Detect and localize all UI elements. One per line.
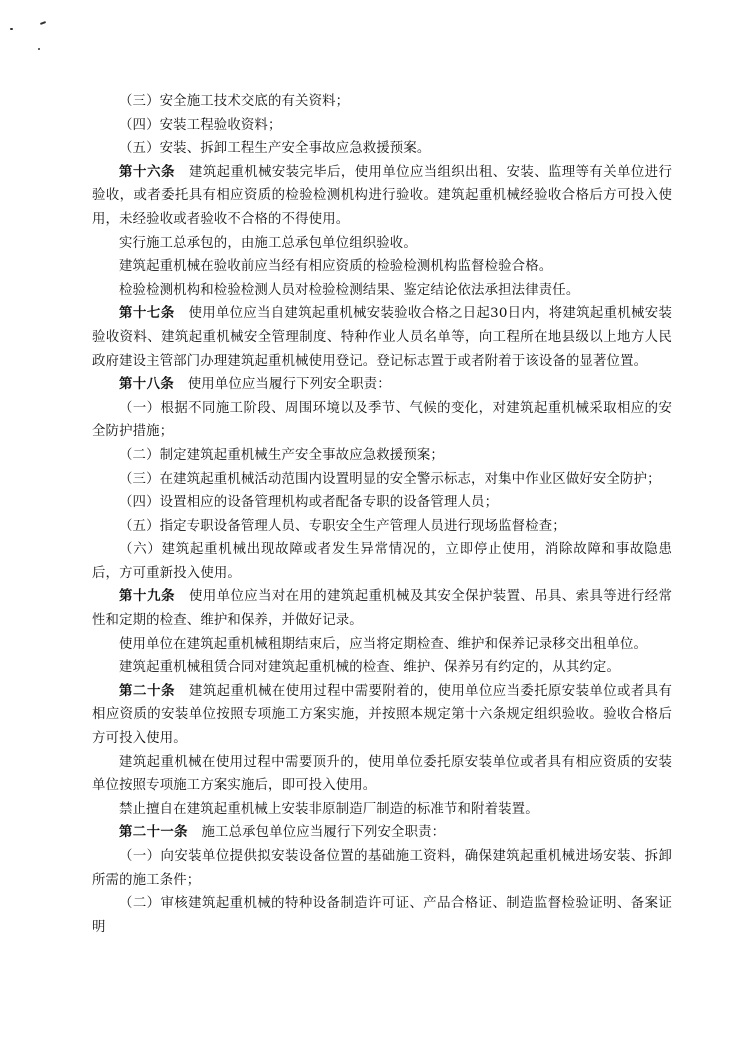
paragraph-p21 [92, 798, 672, 822]
paragraph-text: 施工总承包单位应当履行下列安全职责： [187, 825, 446, 841]
paragraph-p2 [92, 114, 672, 138]
paragraph-text: 建筑起重机械租赁合同对建筑起重机械的检查、维护、保养另有约定的，从其约定。 [119, 660, 621, 676]
paragraph-p14 [92, 515, 672, 539]
scan-speck [38, 48, 40, 50]
paragraph-text: 实行施工总承包的，由施工总承包单位组织验收。 [119, 235, 417, 251]
paragraph-p15 [92, 538, 672, 585]
paragraph-p10 [92, 397, 672, 444]
paragraph-p11 [92, 444, 672, 468]
paragraph-p22 [92, 821, 672, 845]
paragraph-p18 [92, 656, 672, 680]
article-number: 第十七条 [119, 306, 175, 322]
paragraph-text: （一）根据不同施工阶段、周围环境以及季节、气候的变化，对建筑起重机械采取相应的安全防护措施； [92, 400, 672, 440]
paragraph-text: （四）设置相应的设备管理机构或者配备专职的设备管理人员； [119, 495, 499, 511]
paragraph-p16 [92, 585, 672, 632]
paragraph-p5 [92, 232, 672, 256]
paragraph-p9 [92, 373, 672, 397]
paragraph-text: （六）建筑起重机械出现故障或者发生异常情况的，立即停止使用，消除故障和事故隐患后，方可重新投入使用。 [92, 542, 672, 581]
paragraph-text: （二）审核建筑起重机械的特种设备制造许可证、产品合格证、制造监督检验证明、备案证明 [92, 896, 672, 935]
paragraph-text: 检验检测机构和检验检测人员对检验检测结果、鉴定结论依法承担法律责任。 [119, 282, 580, 298]
document-body [92, 90, 672, 939]
paragraph-text: 禁止擅自在建筑起重机械上安装非原制造厂制造的标准节和附着装置。 [119, 801, 539, 817]
paragraph-p1 [92, 90, 672, 114]
article-number: 第十九条 [119, 589, 176, 605]
paragraph-text: （一）向安装单位提供拟安装设备位置的基础施工资料，确保建筑起重机械进场安装、拆卸所需的施工条件； [92, 849, 672, 888]
paragraph-p7 [92, 279, 672, 303]
paragraph-p19 [92, 680, 672, 751]
paragraph-text: （四）安装工程验收资料； [119, 117, 282, 133]
paragraph-text: 建筑起重机械在使用过程中需要附着的，使用单位应当委托原安装单位或者具有相应资质的安装单位按照专项施工方案实施，并按照本规定第十六条规定组织验收。验收合格后方可投入使用。 [92, 683, 672, 747]
article-number: 第十八条 [119, 377, 175, 393]
paragraph-p20 [92, 751, 672, 798]
paragraph-p3 [92, 137, 672, 161]
paragraph-p4 [92, 161, 672, 232]
scan-speck [10, 28, 13, 30]
paragraph-text: 使用单位应当自建筑起重机械安装验收合格之日起30日内，将建筑起重机械安装验收资料、建筑起重机械安全管理制度、特种作业人员名单等，向工程所在地县级以上地方人民政府建设主管部门办理建筑起重机械使用登记。登记标志置于或者附着于该设备的显著位置。 [92, 306, 672, 369]
paragraph-p12 [92, 468, 672, 492]
article-number: 第二十条 [119, 683, 176, 699]
paragraph-text: 建筑起重机械在使用过程中需要顶升的，使用单位委托原安装单位或者具有相应资质的安装单位按照专项施工方案实施后，即可投入使用。 [92, 754, 672, 794]
paragraph-text: 使用单位应当对在用的建筑起重机械及其安全保护装置、吊具、索具等进行经常性和定期的检查、维护和保养，并做好记录。 [92, 589, 672, 629]
paragraph-text: （三）在建筑起重机械活动范围内设置明显的安全警示标志，对集中作业区做好安全防护； [119, 471, 661, 487]
paragraph-p23 [92, 845, 672, 892]
paragraph-p8 [92, 302, 672, 373]
article-number: 第二十一条 [119, 825, 188, 841]
paragraph-text: 使用单位在建筑起重机械租期结束后，应当将定期检查、维护和保养记录移交出租单位。 [119, 636, 648, 652]
paragraph-p6 [92, 255, 672, 279]
paragraph-text: 建筑起重机械安装完毕后，使用单位应当组织出租、安装、监理等有关单位进行验收，或者委托具有相应资质的检验检测机构进行验收。建筑起重机械经验收合格后方可投入使用，未经验收或者验收不合格的不得使用。 [92, 164, 672, 227]
paragraph-text: （五）安装、拆卸工程生产安全事故应急救援预案。 [119, 141, 431, 157]
article-number: 第十六条 [119, 164, 176, 180]
scan-speck [40, 21, 46, 25]
paragraph-text: （二）制定建筑起重机械生产安全事故应急救援预案； [119, 447, 444, 463]
paragraph-text: （五）指定专职设备管理人员、专职安全生产管理人员进行现场监督检查； [119, 518, 566, 534]
paragraph-p24 [92, 892, 672, 939]
paragraph-text: 建筑起重机械在验收前应当经有相应资质的检验检测机构监督检验合格。 [119, 259, 553, 275]
paragraph-text: （三）安全施工技术交底的有关资料； [119, 94, 350, 109]
paragraph-text: 使用单位应当履行下列安全职责： [174, 377, 391, 393]
paragraph-p17 [92, 633, 672, 657]
paragraph-p13 [92, 491, 672, 515]
